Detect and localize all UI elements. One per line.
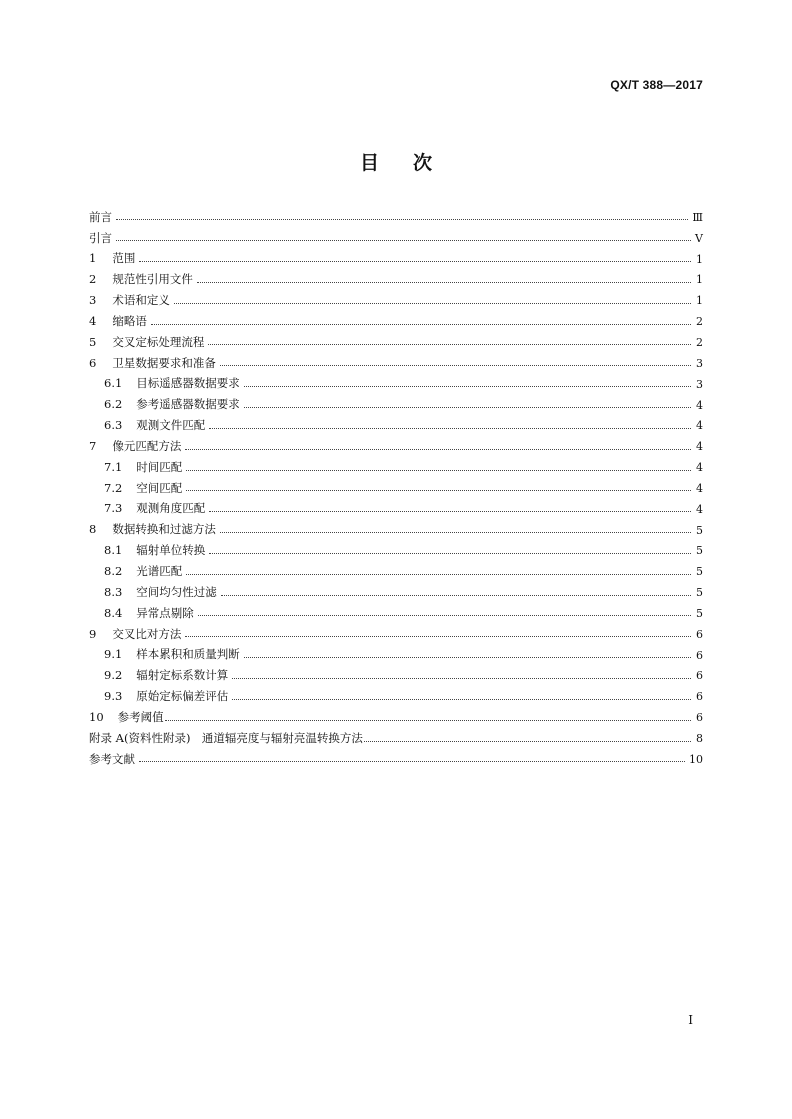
toc-leader-dots (185, 448, 691, 450)
toc-leader-dots (209, 427, 691, 429)
toc-entry-number: 9.1 (104, 647, 123, 662)
toc-leader-dots (139, 760, 685, 762)
toc-entry[interactable] (89, 561, 703, 582)
toc-leader-dots (221, 594, 691, 596)
toc-entry-page: 5 (696, 586, 703, 600)
toc-entry[interactable] (89, 520, 703, 541)
toc-entry[interactable] (89, 374, 703, 395)
toc-entry-label: 缩略语 (112, 313, 147, 328)
toc-entry[interactable] (89, 728, 703, 749)
toc-entry-page: 4 (696, 481, 703, 495)
toc-entry-label: 时间匹配 (136, 459, 183, 474)
toc-entry-label: 附录 A(资料性附录) 通道辐亮度与辐射亮温转换方法 (89, 730, 363, 745)
toc-entry[interactable] (89, 332, 703, 353)
toc-entry-number: 5 (89, 334, 97, 349)
toc-leader-dots (209, 510, 691, 512)
toc-entry-page: 5 (696, 565, 703, 579)
toc-entry[interactable] (89, 228, 703, 249)
toc-entry-page: 4 (696, 398, 703, 412)
toc-entry[interactable] (89, 541, 703, 562)
toc-entry[interactable] (89, 666, 703, 687)
toc-leader-dots (165, 719, 691, 721)
toc-entry-page: 4 (696, 440, 703, 454)
toc-entry-number: 6.2 (104, 397, 123, 412)
toc-entry[interactable] (89, 686, 703, 707)
toc-title: 目次 (359, 152, 466, 174)
toc-entry[interactable] (89, 457, 703, 478)
toc-entry[interactable] (89, 645, 703, 666)
toc-entry-number: 7 (89, 438, 97, 453)
toc-entry-page: 3 (696, 377, 703, 391)
toc-entry-page: 6 (696, 648, 703, 662)
toc-entry-page: 5 (696, 606, 703, 620)
toc-entry-label: 光谱匹配 (136, 564, 183, 579)
toc-entry-page: 1 (696, 273, 703, 287)
toc-entry[interactable] (89, 207, 703, 228)
toc-entry-number: 9.2 (104, 668, 123, 683)
toc-entry[interactable] (89, 270, 703, 291)
toc-entry-label: 辐射定标系数计算 (136, 668, 229, 683)
toc-leader-dots (116, 239, 691, 241)
toc-leader-dots (208, 343, 691, 345)
toc-entry-page: 6 (696, 627, 703, 641)
toc-leader-dots (220, 531, 691, 533)
toc-entry-label: 交叉定标处理流程 (112, 334, 205, 349)
toc-entry-number: 1 (89, 251, 97, 266)
toc-leader-dots (220, 364, 691, 366)
toc-entry-page: 1 (696, 294, 703, 308)
toc-entry-number: 6.3 (104, 418, 123, 433)
toc-entry[interactable] (89, 436, 703, 457)
toc-leader-dots (198, 614, 691, 616)
toc-entry-number: 7.2 (104, 480, 123, 495)
toc-leader-dots (151, 323, 691, 325)
toc-entry-label: 目标遥感器数据要求 (136, 376, 240, 391)
toc-leader-dots (232, 698, 691, 700)
toc-entry-label: 观测角度匹配 (136, 501, 206, 516)
toc-leader-dots (186, 469, 691, 471)
toc-entry-label: 规范性引用文件 (112, 272, 193, 287)
toc-entry-page: 6 (696, 669, 703, 683)
toc-leader-dots (244, 385, 691, 387)
table-of-contents (89, 207, 703, 770)
toc-entry[interactable] (89, 624, 703, 645)
toc-entry-number: 8.2 (104, 564, 123, 579)
toc-entry-number: 3 (89, 293, 97, 308)
toc-leader-dots (232, 677, 691, 679)
toc-entry-page: 4 (696, 419, 703, 433)
toc-leader-dots (209, 552, 691, 554)
toc-entry[interactable] (89, 707, 703, 728)
toc-entry-label: 样本累积和质量判断 (136, 647, 240, 662)
toc-entry-page: 4 (696, 502, 703, 516)
toc-entry-label: 辐射单位转换 (136, 543, 206, 558)
page-number: Ⅰ (688, 1013, 693, 1027)
toc-entry-label: 空间匹配 (136, 480, 183, 495)
toc-entry-label: 卫星数据要求和准备 (112, 355, 216, 370)
toc-entry-label: 异常点剔除 (136, 605, 194, 620)
toc-entry-label: 原始定标偏差评估 (136, 689, 229, 704)
toc-entry-page: 2 (696, 315, 703, 329)
toc-entry[interactable] (89, 290, 703, 311)
toc-leader-dots (139, 260, 691, 262)
toc-entry-number: 8.1 (104, 543, 123, 558)
toc-entry[interactable] (89, 478, 703, 499)
toc-entry-number: 2 (89, 272, 97, 287)
toc-entry-number: 6 (89, 355, 97, 370)
toc-entry-page: 6 (696, 711, 703, 725)
toc-entry-number: 6.1 (104, 376, 123, 391)
toc-leader-dots (197, 281, 691, 283)
toc-entry[interactable] (89, 395, 703, 416)
toc-entry-label: 术语和定义 (112, 293, 170, 308)
standard-code: QX/T 388—2017 (610, 78, 703, 92)
toc-entry-label: 交叉比对方法 (112, 626, 182, 641)
toc-entry[interactable] (89, 749, 703, 770)
toc-entry-label: 像元匹配方法 (112, 438, 182, 453)
toc-leader-dots (244, 406, 691, 408)
toc-entry-page: 5 (696, 544, 703, 558)
toc-entry-page: 4 (696, 461, 703, 475)
toc-leader-dots (244, 656, 691, 658)
toc-entry-page: 10 (689, 752, 703, 766)
toc-entry-number: 4 (89, 313, 97, 328)
toc-entry-label: 观测文件匹配 (136, 418, 206, 433)
toc-entry-page: Ⅴ (695, 231, 703, 245)
toc-leader-dots (186, 489, 691, 491)
toc-entry-label: 前言 (89, 209, 112, 224)
toc-entry[interactable] (89, 499, 703, 520)
toc-entry-number: 8.3 (104, 584, 123, 599)
toc-leader-dots (174, 302, 691, 304)
toc-entry[interactable] (89, 582, 703, 603)
toc-entry-page: 5 (696, 523, 703, 537)
toc-entry[interactable] (89, 353, 703, 374)
toc-entry-page: 8 (696, 732, 703, 746)
toc-entry-label: 引言 (89, 230, 112, 245)
toc-entry[interactable] (89, 249, 703, 270)
toc-entry-number: 9.3 (104, 689, 123, 704)
toc-entry-page: 2 (696, 335, 703, 349)
toc-leader-dots (364, 740, 691, 742)
toc-entry[interactable] (89, 603, 703, 624)
toc-entry[interactable] (89, 415, 703, 436)
toc-entry-label: 数据转换和过滤方法 (112, 522, 216, 537)
toc-entry-number: 9 (89, 626, 97, 641)
toc-entry-page: 1 (696, 252, 703, 266)
toc-entry-label: 空间均匀性过滤 (136, 584, 217, 599)
toc-leader-dots (186, 573, 691, 575)
toc-entry[interactable] (89, 311, 703, 332)
toc-entry-label: 参考文献 (89, 751, 135, 766)
toc-entry-page: 3 (696, 356, 703, 370)
toc-leader-dots (185, 635, 691, 637)
toc-entry-number: 8 (89, 522, 97, 537)
toc-entry-page: 6 (696, 690, 703, 704)
toc-entry-number: 7.3 (104, 501, 123, 516)
toc-leader-dots (116, 218, 688, 220)
toc-entry-label: 参考阈值 (117, 709, 164, 724)
toc-entry-label: 范围 (112, 251, 136, 266)
toc-entry-number: 8.4 (104, 605, 123, 620)
toc-entry-label: 参考遥感器数据要求 (136, 397, 240, 412)
toc-entry-page: Ⅲ (692, 210, 703, 224)
toc-entry-number: 7.1 (104, 459, 123, 474)
toc-entry-number: 10 (89, 709, 104, 724)
